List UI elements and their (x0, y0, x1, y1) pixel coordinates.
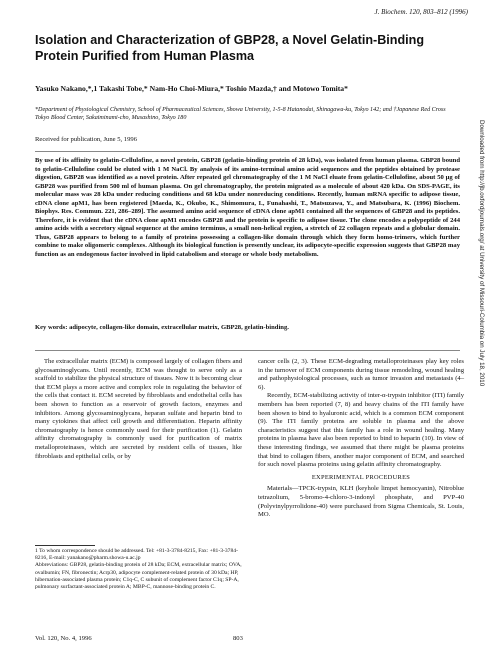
running-head: J. Biochem. 120, 803–812 (1996) (374, 8, 468, 16)
intro-paragraph-3: Recently, ECM-stabilizing activity of inter-α-trypsin inhibitor (ITI) family members has been reported (7, 8) and heavy chains of the ITI family have been shown to bind to hyaluronic acid, which is a common ECM component (9). The ITI family proteins are soluble in plasma and the above characteristics suggest that this family has a role in wound healing. Many proteins in plasma have also been reported to bind to heparin (10). In view of these interesting findings, we assumed that there might be plasma proteins that bind to collagen fibers, another major component of ECM, and searched for such novel plasma proteins using gelatin affinity chromatography. (258, 392, 464, 469)
intro-paragraph-2: cancer cells (2, 3). These ECM-degrading metalloproteinases play key roles in the turnover of ECM components during tissue remodeling, wound healing and pathophysiological processes, such as tumor invasion and metastasis (4–6). (258, 358, 464, 391)
download-watermark: Downloaded from http://jb.oxfordjournals.org/ at University of Missouri-Columbia on July 18, 2010 (478, 120, 485, 387)
section-heading: EXPERIMENTAL PROCEDURES (311, 473, 411, 481)
body-column-left (35, 358, 242, 461)
body-column-right (258, 358, 464, 520)
correspondence-footnote: 1 To whom correspondence should be addressed. Tel: +81-3-3784-8215, Fax: +81-3-3784-8216, E-mail: yanakano@pharm.showa-u.ac.jp (35, 548, 238, 562)
bottom-divider (35, 350, 460, 351)
affiliation: *Department of Physiological Chemistry, School of Pharmaceutical Sciences, Showa University, 1-5-8 Hatanodai, Shinagawa-ku, Tokyo 142; and †Japanese Red Cross Tokyo Blood Center, Sakaiminami-cho, Musashino, Tokyo 180 (35, 107, 446, 121)
materials-paragraph: Materials—TPCK-trypsin, KLH (keyhole limpet hemocyanin), Nitroblue tetrazolium, 5-bromo-4-chloro-3-indonyl phosphate, and PVP-40 (Polyvinylpyrrolidone-40) were purchased from Sigma Chemicals, St. Louis, MO. (258, 485, 464, 519)
footnotes (35, 545, 242, 591)
received-date: Received for publication, June 5, 1996 (35, 136, 137, 143)
keywords: Key words: adipocyte, collagen-like domain, extracellular matrix, GBP28, gelatin-binding. (35, 324, 289, 331)
abstract: By use of its affinity to gelatin-Cellulofine, a novel protein, GBP28 (gelatin-binding protein of 28 kDa), was isolated from human plasma. GBP28 bound to gelatin-Cellulofine could be eluted with 1 M NaCl. By analysis of its amino-terminal amino acid sequences and the peptides obtained by protease digestion, GBP28 was identified as a novel protein. After repeated gel chromatography of the 1 M NaCl eluate from gelatin-Cellulofine, about 50 μg of GBP28 was purified from 500 ml of human plasma. On gel chromatography, the protein migrated as a molecule of about 420 kDa. On SDS-PAGE, its molecular mass was 28 kDa under reducing conditions and 68 kDa under nonreducing conditions. Recently, human mRNA specific to adipose tissue, cDNA clone apM1, has been registered [Maeda, K., Okubo, K., Shimomura, I., Funahashi, T., Matsuzawa, Y., and Matsubara, K. (1996) Biochem. Biophys. Res. Commun. 221, 286–289]. The assumed amino acid sequence of cDNA clone apM1 contained all the sequences of GBP28 and its peptides. Therefore, it is evident that the cDNA clone apM1 encodes GBP28 and the protein is specific to adipose tissue. The clone encodes a polypeptide of 244 amino acids with a secretory signal sequence at the amino terminus, a small non-helical region, a stretch of 22 collagen repeats and a globular domain. Thus, GBP28 appears to belong to a family of proteins possessing a collagen-like domain through which they form homo-trimers, which further combine to make oligomeric complexes. Although its biological function is presently unclear, its adipocyte-specific expression suggests that GBP28 may function as an endogenous factor involved in lipid catabolism and storage or whole body metabolism. (35, 157, 460, 258)
intro-paragraph-1: The extracellular matrix (ECM) is composed largely of collagen fibers and glycosaminoglycans. Until recently, ECM was thought to serve only as a scaffold to stabilize the physical structure of tissues. Now it is becoming clear that ECM plays a more active and complex role in regulating the behavior of the cells that contact it. ECM secreted by fibroblasts and endothelial cells has been shown to function as a reservoir of growth factors, enzymes and inhibitors. Among glycosaminoglycans, heparan sulfate and heparin bind to many cytokines that affect cell growth and differentiation. Heparin affinity chromatography is hence commonly used for their purification (1). Gelatin affinity chromatography is commonly used for purification of matrix metalloproteinases, which are secreted by resident cells of tissues, like fibroblasts and epithelial cells, or by (35, 358, 242, 460)
page-number: 803 (233, 635, 243, 642)
article-title: Isolation and Characterization of GBP28, a Novel Gelatin-Binding Protein Purified from Human Plasma (35, 33, 425, 63)
journal-volume: Vol. 120, No. 4, 1996 (35, 635, 92, 642)
author-list: Yasuko Nakano,*,1 Takashi Tobe,* Nam-Ho Choi-Miura,* Toshio Mazda,† and Motowo Tomita* (35, 84, 348, 93)
abbreviations-footnote: Abbreviations: GBP28, gelatin-binding protein of 28 kDa; ECM, extracellular matrix; OVA, ovalbumin; FN, fibronectin; Acrp30, adipocyte complement-related protein of 30 kDa; HP, hibernation-associated plasma protein; C1q-C, C subunit of complement factor C1q; SP-A, pulmonary surfactant-associated protein A; MBP-C, mannose-binding protein C. (35, 562, 242, 591)
top-divider (35, 151, 460, 152)
footnote-rule (35, 545, 95, 546)
